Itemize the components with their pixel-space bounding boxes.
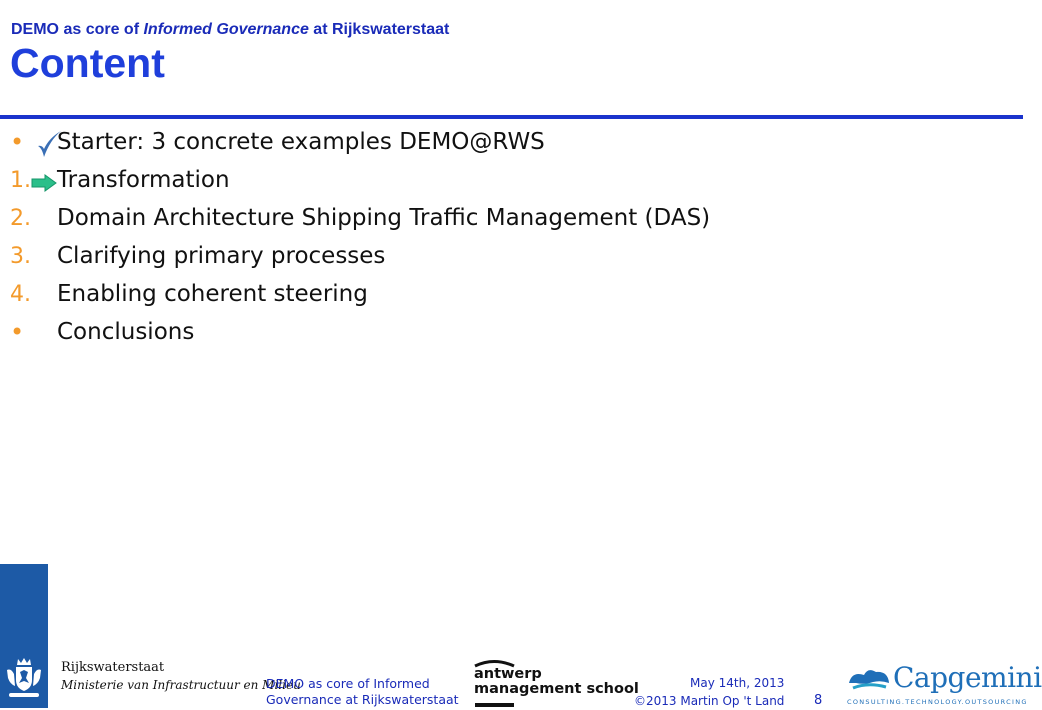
slide-title: Content [10,40,165,86]
slide-subtitle [11,21,449,39]
footer-copyright: ©2013 Martin Op 't Land [634,694,785,708]
list-item [0,126,1000,162]
footer-date: May 14th, 2013 [690,676,785,690]
list-item-text: Enabling coherent steering [57,281,368,307]
title-divider [0,115,1023,119]
list-item [0,278,1000,314]
capgemini-spade-icon [846,665,892,695]
ams-logo-text [474,667,639,697]
list-item [0,240,1000,276]
number-marker: 1. [10,168,31,193]
right-arrow-icon [31,174,57,192]
list-item [0,164,1000,200]
number-marker: 2. [10,206,31,231]
bullet-marker: • [10,318,25,346]
capgemini-name: Capgemini [893,661,1042,694]
list-item [0,202,1000,238]
list-item-text: Clarifying primary processes [57,243,386,269]
page-number: 8 [814,693,823,708]
subtitle-part-1: DEMO as core of [11,21,144,38]
rws-ministry: Ministerie van Infrastructuur en Milieu [61,678,301,692]
subtitle-emphasis: Informed Governance [143,21,309,38]
number-marker: 3. [10,244,31,269]
coat-of-arms-icon [5,656,43,700]
list-item-text: Conclusions [57,319,195,345]
subtitle-part-2: at Rijkswaterstaat [308,21,450,38]
ams-line-2: management school [474,681,639,697]
list-item-text: Transformation [57,167,230,193]
capgemini-tagline: CONSULTING.TECHNOLOGY.OUTSOURCING [847,698,1028,706]
list-item-text: Starter: 3 concrete examples DEMO@RWS [57,129,545,155]
rws-name: Rijkswaterstaat [61,660,165,675]
footer-title-line-1: DEMO as core of Informed [266,676,430,691]
footer-title-line-2: Governance at Rijkswaterstaat [266,692,459,707]
list-item-text: Domain Architecture Shipping Traffic Management (DAS) [57,205,711,231]
list-item [0,316,1000,352]
ams-line-1: antwerp [474,666,542,682]
number-marker: 4. [10,282,31,307]
footer-document-title [266,676,476,708]
bullet-marker: • [10,128,25,156]
